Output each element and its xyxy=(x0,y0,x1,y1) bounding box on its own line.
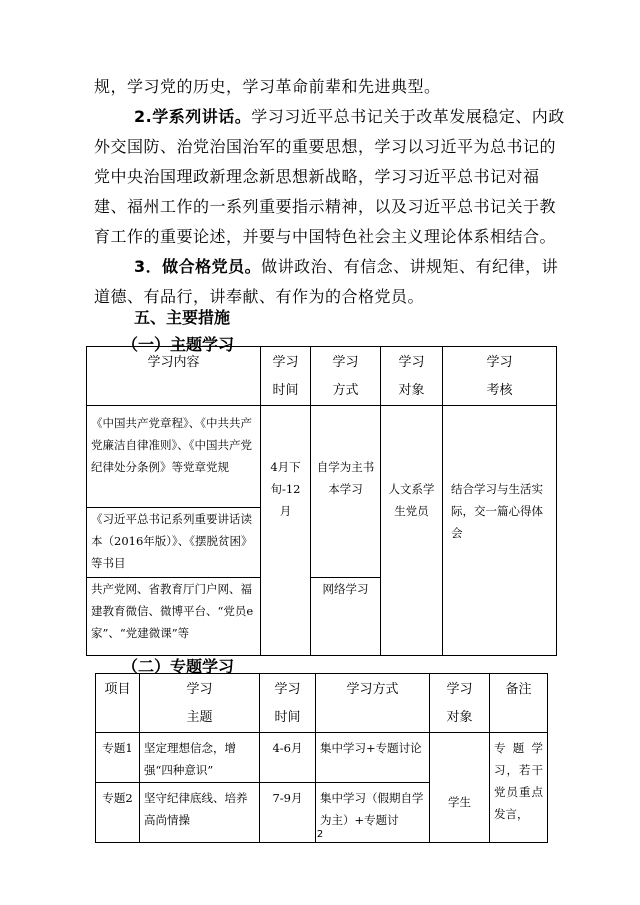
row1-method: 集中学习+专题讨论 xyxy=(316,733,430,783)
header-study-target xyxy=(430,674,490,733)
header-topic-line1: 学习 xyxy=(186,682,213,697)
header-assess-line2: 考核 xyxy=(486,383,513,398)
section-3-text: 做讲政治、有信念、讲规矩、有纪律，讲道德、有品行，讲奉献、有作为的合格党员。 xyxy=(94,257,559,306)
row2-topic: 坚守纪律底线、培养高尚情操 xyxy=(140,783,260,843)
header-study-time-line2: 时间 xyxy=(274,710,301,725)
paragraph-section-3 xyxy=(94,252,570,312)
target-cell: 人文系学生党员 xyxy=(381,406,443,656)
row2-time: 7-9月 xyxy=(260,783,316,843)
heading-main-measures: 五、主要措施 xyxy=(134,308,231,327)
row1-topic: 坚定理想信念，增强“四种意识” xyxy=(140,733,260,783)
header-study-time xyxy=(260,674,316,733)
section-2-text: 学习习近平总书记关于改革发展稳定、内政外交国防、治党治国治军的重要思想，学习以习近平为总书记的党中央治国理政新理念新思想新战略，学习习近平总书记对福建、福州工作的一系列重要指示精神，以及习近平总书记关于教育工作的重要论述，并要与中国特色社会主义理论体系相结合。 xyxy=(94,107,565,246)
header-time xyxy=(261,347,311,406)
header-method xyxy=(311,347,381,406)
heading-special-study: （二）专题学习 xyxy=(122,657,235,676)
header-method-line1: 学习 xyxy=(332,355,359,370)
section-3-label: 3．做合格党员。 xyxy=(134,257,262,276)
note-cell: 专题学习，若干党员重点发言， xyxy=(490,733,548,843)
theme-study-table xyxy=(86,346,557,656)
header-study-target-line2: 对象 xyxy=(446,710,473,725)
header-topic xyxy=(140,674,260,733)
header-target-line1: 学习 xyxy=(398,355,425,370)
paragraph-section-2 xyxy=(94,102,570,252)
assess-cell: 结合学习与生活实际，交一篇心得体会 xyxy=(443,406,557,656)
header-time-line1: 学习 xyxy=(272,355,299,370)
method-online-cell: 网络学习 xyxy=(311,578,381,656)
header-topic-line2: 主题 xyxy=(186,710,213,725)
special-study-table xyxy=(95,673,548,843)
method-self-study-cell: 自学为主书本学习 xyxy=(311,406,381,578)
header-content: 学习内容 xyxy=(87,347,261,406)
row1-time: 4-6月 xyxy=(260,733,316,783)
header-item: 项目 xyxy=(96,674,140,733)
page-number: 2 xyxy=(316,829,324,840)
header-note: 备注 xyxy=(490,674,548,733)
header-target-line2: 对象 xyxy=(398,383,425,398)
section-2-label: 2.学系列讲话。 xyxy=(134,107,252,126)
header-assess-line1: 学习 xyxy=(486,355,513,370)
heading-theme-study: （一）主题学习 xyxy=(122,335,235,354)
row2-method: 集中学习（假期自学为主）+专题讨 xyxy=(316,783,430,843)
paragraph-intro: 规，学习党的历史，学习革命前辈和先进典型。 xyxy=(94,77,441,96)
header-study-time-line1: 学习 xyxy=(274,682,301,697)
table-row: 共产党网、省教育厅门户网、福建教育微信、微博平台、“党员e家”、“党建微课”等 xyxy=(87,578,261,656)
table-row: 《习近平总书记系列重要讲话读本（2016年版）》、《摆脱贫困》等书目 xyxy=(87,508,261,578)
header-time-line2: 时间 xyxy=(272,383,299,398)
row2-item: 专题2 xyxy=(96,783,140,843)
header-method-line2: 方式 xyxy=(332,383,359,398)
row1-item: 专题1 xyxy=(96,733,140,783)
study-time-cell: 4月下旬-12月 xyxy=(261,406,311,656)
header-study-method: 学习方式 xyxy=(316,674,430,733)
header-target xyxy=(381,347,443,406)
study-target-cell: 学生 xyxy=(430,733,490,843)
header-assess xyxy=(443,347,557,406)
table-row: 《中国共产党章程》、《中共共产党廉洁自律准则》、《中国共产党纪律处分条例》等党章党规 xyxy=(87,406,261,508)
header-study-target-line1: 学习 xyxy=(446,682,473,697)
